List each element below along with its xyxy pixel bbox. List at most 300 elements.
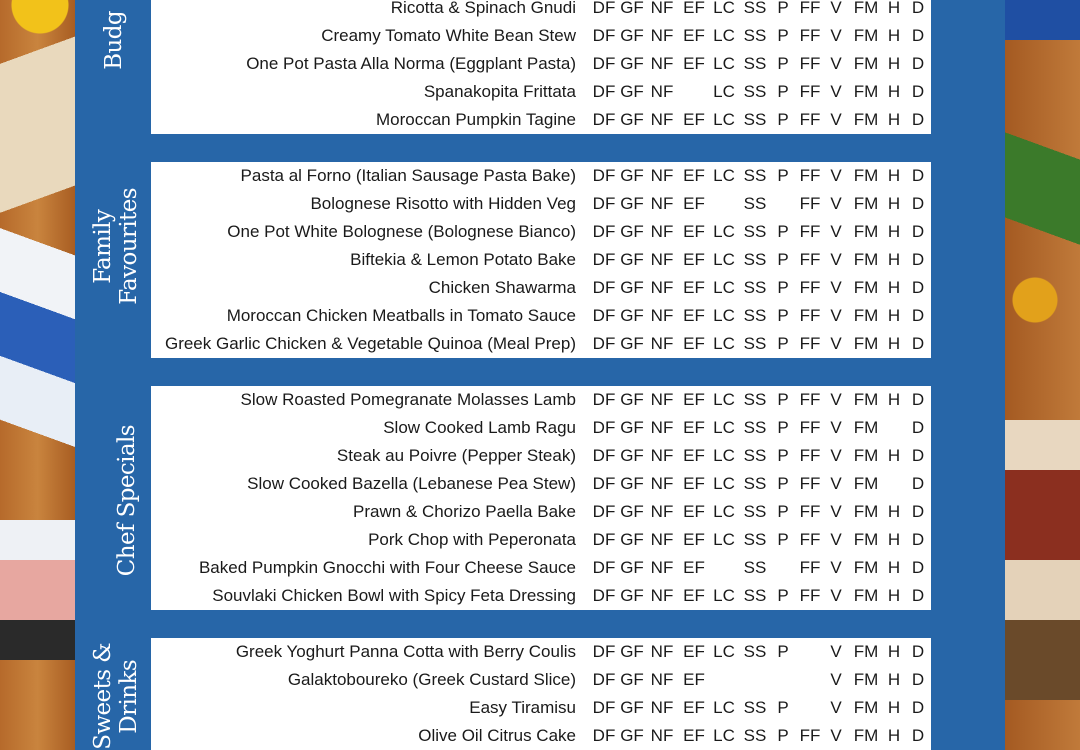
diet-tag: FM — [853, 82, 879, 101]
diet-tag: FF — [799, 474, 821, 493]
diet-tag: P — [777, 418, 789, 437]
diet-tag: NF — [650, 26, 674, 45]
diet-tag: DF — [592, 54, 616, 73]
diet-tag: LC — [713, 306, 735, 325]
dish-name: Slow Roasted Pomegranate Molasses Lamb — [240, 390, 576, 409]
diet-tag: GF — [620, 26, 644, 45]
diet-tag: FM — [853, 726, 879, 745]
diet-tag: GF — [620, 166, 644, 185]
diet-tag: EF — [683, 558, 705, 577]
diet-tag: FF — [799, 82, 821, 101]
diet-tag: NF — [650, 390, 674, 409]
diet-tag: GF — [620, 474, 644, 493]
diet-tag: FF — [799, 110, 821, 129]
diet-tag: V — [830, 334, 842, 353]
diet-tag: EF — [683, 390, 705, 409]
diet-tag: P — [777, 250, 789, 269]
dish-name: One Pot White Bolognese (Bolognese Bianco) — [227, 222, 576, 241]
diet-tag: D — [911, 26, 925, 45]
diet-tag: GF — [620, 446, 644, 465]
diet-tag: V — [830, 642, 842, 661]
section-table-family-favourites — [151, 162, 931, 358]
diet-tag: V — [830, 110, 842, 129]
diet-tag: DF — [592, 586, 616, 605]
diet-tag: H — [887, 446, 901, 465]
dish-name: Slow Cooked Bazella (Lebanese Pea Stew) — [247, 474, 576, 493]
diet-tag: LC — [713, 222, 735, 241]
menu-row — [151, 526, 931, 554]
diet-tag: V — [830, 558, 842, 577]
dish-name: Ricotta & Spinach Gnudi — [390, 0, 576, 17]
diet-tag: P — [777, 54, 789, 73]
diet-tag: P — [777, 530, 789, 549]
diet-tag: FF — [799, 54, 821, 73]
diet-tag: DF — [592, 418, 616, 437]
diet-tag: D — [911, 334, 925, 353]
diet-tag: FF — [799, 278, 821, 297]
diet-tag: SS — [743, 446, 767, 465]
diet-tag: H — [887, 334, 901, 353]
diet-tag: FF — [799, 530, 821, 549]
diet-tag: SS — [743, 82, 767, 101]
diet-tag: DF — [592, 642, 616, 661]
diet-tag: DF — [592, 222, 616, 241]
diet-tag: DF — [592, 558, 616, 577]
diet-tag: LC — [713, 586, 735, 605]
diet-tag: FF — [799, 222, 821, 241]
diet-tag: H — [887, 278, 901, 297]
diet-tag: D — [911, 446, 925, 465]
diet-tag: P — [777, 82, 789, 101]
diet-tag: H — [887, 586, 901, 605]
diet-tag: EF — [683, 418, 705, 437]
menu-row — [151, 50, 931, 78]
dish-name: Prawn & Chorizo Paella Bake — [352, 502, 576, 521]
section-label-sweets-drinks: Sweets & Drinks — [90, 643, 142, 750]
diet-tag: V — [830, 194, 842, 213]
dish-name: Moroccan Chicken Meatballs in Tomato Sauce — [226, 306, 576, 325]
diet-tag: V — [830, 726, 842, 745]
diet-tag: DF — [592, 82, 616, 101]
diet-tag: NF — [650, 642, 674, 661]
menu-row — [151, 582, 931, 610]
diet-tag: V — [830, 166, 842, 185]
diet-tag: FM — [853, 250, 879, 269]
diet-tag: SS — [743, 194, 767, 213]
diet-tag: D — [911, 250, 925, 269]
diet-tag: DF — [592, 726, 616, 745]
diet-tag: P — [777, 642, 789, 661]
diet-tag: FF — [799, 418, 821, 437]
diet-tag: FF — [799, 446, 821, 465]
diet-tag: FF — [799, 306, 821, 325]
dish-name: Souvlaki Chicken Bowl with Spicy Feta Dressing — [212, 586, 576, 605]
diet-tag: H — [887, 250, 901, 269]
diet-tag: SS — [743, 250, 767, 269]
diet-tag: D — [911, 110, 925, 129]
diet-tag: FM — [853, 558, 879, 577]
diet-tag: FF — [799, 250, 821, 269]
dish-name: One Pot Pasta Alla Norma (Eggplant Pasta) — [246, 54, 576, 73]
menu-row — [151, 22, 931, 50]
diet-tag: LC — [713, 250, 735, 269]
diet-tag: GF — [620, 250, 644, 269]
diet-tag: GF — [620, 558, 644, 577]
menu-row — [151, 330, 931, 358]
diet-tag: NF — [650, 110, 674, 129]
diet-tag: H — [887, 306, 901, 325]
diet-tag: D — [911, 670, 925, 689]
diet-tag: V — [830, 306, 842, 325]
diet-tag: EF — [683, 110, 705, 129]
diet-tag: P — [777, 306, 789, 325]
section-table-budget — [151, 0, 931, 134]
diet-tag: LC — [713, 530, 735, 549]
diet-tag: D — [911, 82, 925, 101]
diet-tag: GF — [620, 530, 644, 549]
diet-tag: NF — [650, 54, 674, 73]
diet-tag: NF — [650, 418, 674, 437]
diet-tag: D — [911, 474, 925, 493]
diet-tag: DF — [592, 670, 616, 689]
diet-tag: NF — [650, 474, 674, 493]
dish-name: Pasta al Forno (Italian Sausage Pasta Bake) — [240, 166, 576, 185]
diet-tag: NF — [650, 726, 674, 745]
dish-name: Pork Chop with Peperonata — [368, 530, 576, 549]
dish-name: Galaktoboureko (Greek Custard Slice) — [287, 670, 576, 689]
diet-tag: DF — [592, 474, 616, 493]
menu-row — [151, 666, 931, 694]
diet-tag: FM — [853, 642, 879, 661]
diet-tag: FM — [853, 530, 879, 549]
diet-tag: SS — [743, 334, 767, 353]
diet-tag: LC — [713, 54, 735, 73]
diet-tag: SS — [743, 306, 767, 325]
diet-tag: V — [830, 390, 842, 409]
section-table-chef-specials — [151, 386, 931, 610]
diet-tag: NF — [650, 446, 674, 465]
dish-name: Spanakopita Frittata — [423, 82, 576, 101]
menu-row — [151, 78, 931, 106]
diet-tag: P — [777, 446, 789, 465]
diet-tag: LC — [713, 26, 735, 45]
diet-tag: GF — [620, 670, 644, 689]
diet-tag: P — [777, 698, 789, 717]
menu-row — [151, 106, 931, 134]
diet-tag: H — [887, 26, 901, 45]
diet-tag: DF — [592, 166, 616, 185]
diet-tag: H — [887, 670, 901, 689]
background-photo-right — [1005, 0, 1080, 750]
diet-tag: FF — [799, 502, 821, 521]
diet-tag: GF — [620, 334, 644, 353]
diet-tag: EF — [683, 26, 705, 45]
dish-name: Moroccan Pumpkin Tagine — [375, 110, 576, 129]
menu-row — [151, 246, 931, 274]
diet-tag: FM — [853, 418, 879, 437]
diet-tag: FM — [853, 194, 879, 213]
diet-tag: NF — [650, 0, 674, 17]
diet-tag: GF — [620, 418, 644, 437]
diet-tag: GF — [620, 698, 644, 717]
diet-tag: EF — [683, 670, 705, 689]
diet-tag: SS — [743, 698, 767, 717]
section-table-sweets-drinks — [151, 638, 931, 750]
diet-tag: GF — [620, 0, 644, 17]
diet-tag: DF — [592, 698, 616, 717]
diet-tag: DF — [592, 446, 616, 465]
diet-tag: D — [911, 390, 925, 409]
diet-tag: NF — [650, 166, 674, 185]
dish-name: Olive Oil Citrus Cake — [418, 726, 576, 745]
diet-tag: FM — [853, 502, 879, 521]
diet-tag: NF — [650, 306, 674, 325]
diet-tag: EF — [683, 334, 705, 353]
diet-tag: FF — [799, 0, 821, 17]
diet-tag: NF — [650, 502, 674, 521]
menu-row — [151, 638, 931, 666]
diet-tag: NF — [650, 586, 674, 605]
diet-tag: LC — [713, 446, 735, 465]
menu-row — [151, 498, 931, 526]
menu-row — [151, 722, 931, 750]
diet-tag: FF — [799, 558, 821, 577]
menu-row — [151, 162, 931, 190]
diet-tag: SS — [743, 558, 767, 577]
diet-tag: FM — [853, 222, 879, 241]
menu-tables — [151, 0, 931, 750]
diet-tag: FM — [853, 474, 879, 493]
diet-tag: D — [911, 530, 925, 549]
diet-tag: FF — [799, 166, 821, 185]
diet-tag: NF — [650, 278, 674, 297]
diet-tag: D — [911, 502, 925, 521]
diet-tag: LC — [713, 642, 735, 661]
diet-tag: H — [887, 558, 901, 577]
diet-tag: FM — [853, 334, 879, 353]
diet-tag: GF — [620, 278, 644, 297]
diet-tag: V — [830, 54, 842, 73]
diet-tag: LC — [713, 334, 735, 353]
menu-row — [151, 218, 931, 246]
diet-tag: D — [911, 0, 925, 17]
diet-tag: GF — [620, 390, 644, 409]
diet-tag: FM — [853, 446, 879, 465]
diet-tag: EF — [683, 278, 705, 297]
diet-tag: SS — [743, 54, 767, 73]
diet-tag: H — [887, 222, 901, 241]
diet-tag: GF — [620, 642, 644, 661]
diet-tag: EF — [683, 530, 705, 549]
diet-tag: SS — [743, 222, 767, 241]
diet-tag: H — [887, 82, 901, 101]
diet-tag: DF — [592, 194, 616, 213]
diet-tag: GF — [620, 82, 644, 101]
diet-tag: V — [830, 26, 842, 45]
diet-tag: GF — [620, 586, 644, 605]
diet-tag: NF — [650, 334, 674, 353]
diet-tag: NF — [650, 250, 674, 269]
diet-tag: EF — [683, 166, 705, 185]
dish-name: Greek Garlic Chicken & Vegetable Quinoa (Meal Prep) — [164, 334, 576, 353]
diet-tag: DF — [592, 278, 616, 297]
dish-name: Greek Yoghurt Panna Cotta with Berry Coulis — [235, 642, 576, 661]
diet-tag: LC — [713, 82, 735, 101]
menu-row — [151, 190, 931, 218]
diet-tag: FM — [853, 166, 879, 185]
diet-tag: P — [777, 586, 789, 605]
diet-tag: LC — [713, 390, 735, 409]
section-label-budget: Budg — [101, 11, 127, 70]
diet-tag: DF — [592, 250, 616, 269]
diet-tag: V — [830, 82, 842, 101]
diet-tag: DF — [592, 530, 616, 549]
diet-tag: EF — [683, 446, 705, 465]
dish-name: Slow Cooked Lamb Ragu — [383, 418, 576, 437]
menu-row — [151, 554, 931, 582]
diet-tag: H — [887, 194, 901, 213]
diet-tag: P — [777, 166, 789, 185]
menu-row — [151, 274, 931, 302]
menu-row — [151, 0, 931, 22]
diet-tag: GF — [620, 726, 644, 745]
diet-tag: D — [911, 194, 925, 213]
diet-tag: DF — [592, 334, 616, 353]
diet-tag: D — [911, 166, 925, 185]
diet-tag: SS — [743, 26, 767, 45]
diet-tag: SS — [743, 642, 767, 661]
diet-tag: FM — [853, 586, 879, 605]
diet-tag: FM — [853, 26, 879, 45]
diet-tag: P — [777, 26, 789, 45]
diet-tag: GF — [620, 502, 644, 521]
diet-tag: FF — [799, 586, 821, 605]
diet-tag: SS — [743, 0, 767, 17]
diet-tag: V — [830, 418, 842, 437]
diet-tag: FF — [799, 334, 821, 353]
diet-tag: LC — [713, 502, 735, 521]
diet-tag: H — [887, 0, 901, 17]
diet-tag: GF — [620, 194, 644, 213]
diet-tag: P — [777, 222, 789, 241]
diet-tag: GF — [620, 306, 644, 325]
diet-tag: FM — [853, 390, 879, 409]
diet-tag: EF — [683, 194, 705, 213]
diet-tag: P — [777, 0, 789, 17]
diet-tag: NF — [650, 558, 674, 577]
diet-tag: FM — [853, 278, 879, 297]
diet-tag: V — [830, 278, 842, 297]
diet-tag: LC — [713, 110, 735, 129]
diet-tag: H — [887, 642, 901, 661]
diet-tag: FM — [853, 698, 879, 717]
dish-name: Creamy Tomato White Bean Stew — [321, 26, 576, 45]
diet-tag: P — [777, 502, 789, 521]
diet-tag: EF — [683, 222, 705, 241]
diet-tag: EF — [683, 474, 705, 493]
diet-tag: P — [777, 390, 789, 409]
menu-row — [151, 302, 931, 330]
diet-tag: GF — [620, 110, 644, 129]
background-photo-left — [0, 0, 75, 750]
diet-tag: NF — [650, 698, 674, 717]
diet-tag: SS — [743, 110, 767, 129]
diet-tag: D — [911, 306, 925, 325]
diet-tag: SS — [743, 474, 767, 493]
diet-tag: EF — [683, 250, 705, 269]
diet-tag: H — [887, 390, 901, 409]
diet-tag: V — [830, 446, 842, 465]
diet-tag: H — [887, 54, 901, 73]
section-label-family-favourites: Family Favourites — [90, 188, 142, 305]
diet-tag: LC — [713, 278, 735, 297]
diet-tag: LC — [713, 474, 735, 493]
diet-tag: FF — [799, 726, 821, 745]
diet-tag: FF — [799, 390, 821, 409]
diet-tag: H — [887, 726, 901, 745]
diet-tag: SS — [743, 586, 767, 605]
diet-tag: EF — [683, 642, 705, 661]
diet-tag: SS — [743, 390, 767, 409]
diet-tag: FM — [853, 110, 879, 129]
menu-row — [151, 414, 931, 442]
diet-tag: EF — [683, 502, 705, 521]
diet-tag: D — [911, 418, 925, 437]
diet-tag: SS — [743, 278, 767, 297]
diet-tag: D — [911, 558, 925, 577]
diet-tag: EF — [683, 54, 705, 73]
diet-tag: GF — [620, 54, 644, 73]
dish-name: Baked Pumpkin Gnocchi with Four Cheese Sauce — [198, 558, 576, 577]
diet-tag: P — [777, 110, 789, 129]
diet-tag: SS — [743, 166, 767, 185]
diet-tag: DF — [592, 0, 616, 17]
diet-tag: V — [830, 0, 842, 17]
diet-tag: NF — [650, 530, 674, 549]
diet-tag: V — [830, 250, 842, 269]
diet-tag: LC — [713, 418, 735, 437]
diet-tag: V — [830, 670, 842, 689]
diet-tag: EF — [683, 726, 705, 745]
menu-panel — [75, 0, 1005, 750]
diet-tag: SS — [743, 502, 767, 521]
diet-tag: FM — [853, 0, 879, 17]
diet-tag: D — [911, 222, 925, 241]
diet-tag: EF — [683, 0, 705, 17]
diet-tag: V — [830, 502, 842, 521]
diet-tag: D — [911, 278, 925, 297]
diet-tag: H — [887, 110, 901, 129]
diet-tag: LC — [713, 698, 735, 717]
diet-tag: EF — [683, 586, 705, 605]
diet-tag: NF — [650, 670, 674, 689]
diet-tag: EF — [683, 306, 705, 325]
diet-tag: H — [887, 698, 901, 717]
diet-tag: DF — [592, 306, 616, 325]
dish-name: Steak au Poivre (Pepper Steak) — [336, 446, 576, 465]
diet-tag: FF — [799, 194, 821, 213]
diet-tag: DF — [592, 110, 616, 129]
diet-tag: P — [777, 334, 789, 353]
diet-tag: H — [887, 502, 901, 521]
diet-tag: DF — [592, 502, 616, 521]
diet-tag: P — [777, 474, 789, 493]
dish-name: Bolognese Risotto with Hidden Veg — [310, 194, 576, 213]
diet-tag: LC — [713, 0, 735, 17]
diet-tag: NF — [650, 82, 674, 101]
diet-tag: D — [911, 642, 925, 661]
diet-tag: P — [777, 278, 789, 297]
